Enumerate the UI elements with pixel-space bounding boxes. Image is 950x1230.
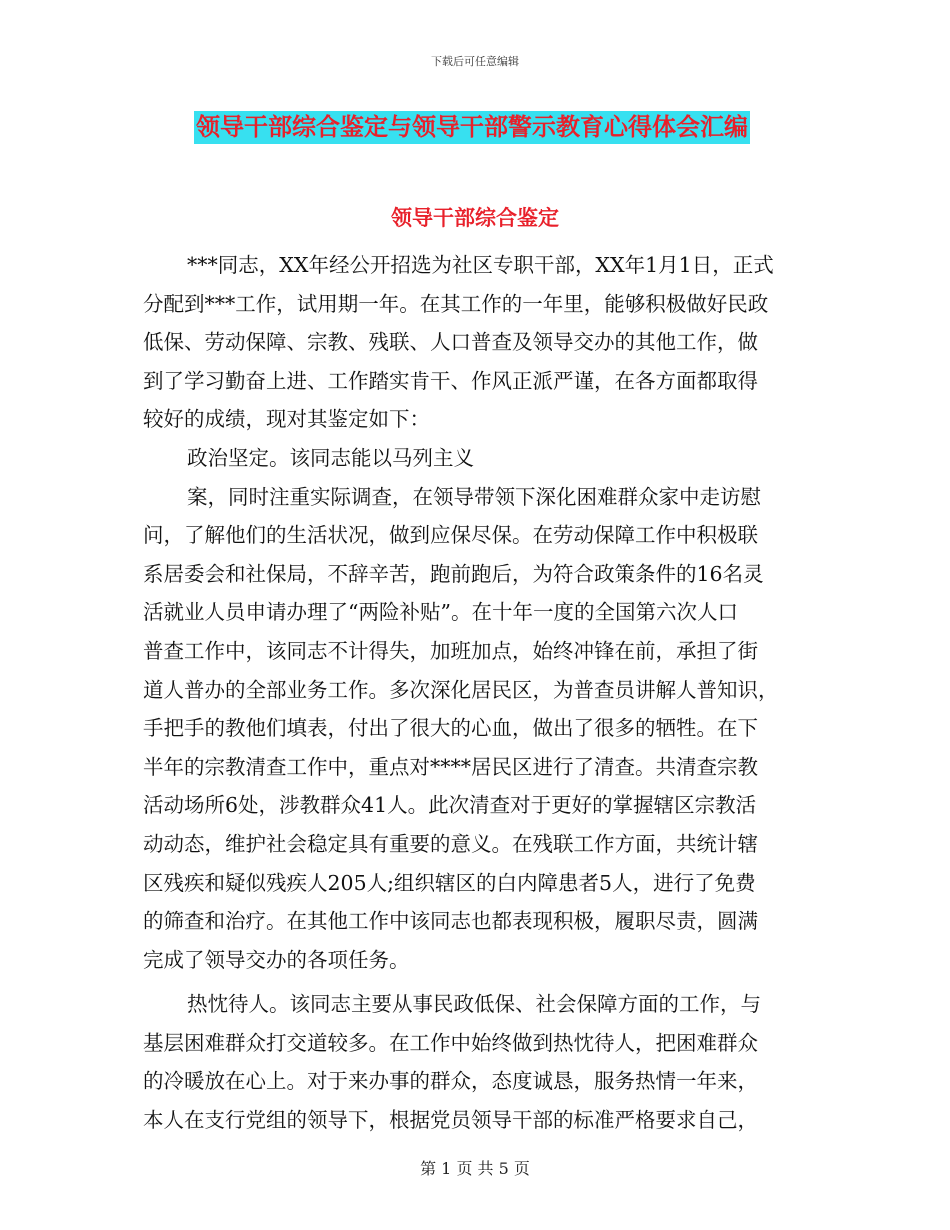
- body-line: 的筛查和治疗。在其他工作中该同志也都表现积极，履职尽责，圆满: [143, 909, 758, 934]
- body-line: 低保、劳动保障、宗教、残联、人口普查及领导交办的其他工作，做: [143, 330, 758, 355]
- body-line: 系居委会和社保局，不辞辛苦，跑前跑后，为符合政策条件的16名灵: [143, 561, 764, 586]
- body-line: 道人普办的全部业务工作。多次深化居民区，为普查员讲解人普知识，: [143, 677, 779, 702]
- body-line: 普查工作中，该同志不计得失，加班加点，始终冲锋在前，承担了街: [143, 638, 758, 663]
- body-line: 活就业人员申请办理了“两险补贴”。在十年一度的全国第六次人口: [143, 600, 738, 625]
- body-line: 的冷暖放在心上。对于来办事的群众，态度诚恳，服务热情一年来，: [143, 1069, 758, 1094]
- body-line: 热忱待人。该同志主要从事民政低保、社会保障方面的工作，与: [187, 992, 761, 1017]
- document-body: [143, 246, 811, 1140]
- body-line: ***同志，XX年经公开招选为社区专职干部，XX年1月1日，正式: [187, 253, 774, 277]
- body-line: 手把手的教他们填表，付出了很大的心血，做出了很多的牺牲。在下: [143, 716, 758, 741]
- body-line: 动动态，维护社会稳定具有重要的意义。在残联工作方面，共统计辖: [143, 831, 758, 856]
- page-footer: 第 1 页 共 5 页: [420, 1159, 530, 1178]
- body-line: 案，同时注重实际调查，在领导带领下深化困难群众家中走访慰: [187, 484, 761, 509]
- body-line: 政治坚定。该同志能以马列主义: [187, 445, 474, 470]
- body-line: 基层困难群众打交道较多。在工作中始终做到热忱待人，把困难群众: [143, 1030, 758, 1055]
- section-title: 领导干部综合鉴定: [391, 206, 559, 230]
- body-line: 完成了领导交办的各项任务。: [143, 947, 410, 972]
- body-line: 区残疾和疑似残疾人205人;组织辖区的白内障患者5人，进行了免费: [143, 870, 756, 895]
- body-line: 活动场所6处，涉教群众41人。此次清查对于更好的掌握辖区宗教活: [143, 793, 757, 818]
- body-line: 半年的宗教清查工作中，重点对****居民区进行了清查。共清查宗教: [143, 754, 758, 779]
- body-line: 较好的成绩，现对其鉴定如下：: [143, 407, 430, 432]
- document-main-title: 领导干部综合鉴定与领导干部警示教育心得体会汇编: [194, 111, 750, 144]
- body-line: 到了学习勤奋上进、工作踏实肯干、作风正派严谨，在各方面都取得: [143, 368, 758, 393]
- header-note: 下载后可任意编辑: [431, 55, 519, 68]
- body-line: 分配到***工作，试用期一年。在其工作的一年里，能够积极做好民政: [143, 291, 769, 316]
- body-line: 本人在支行党组的领导下，根据党员领导干部的标准严格要求自己，: [143, 1108, 758, 1133]
- body-line: 问，了解他们的生活状况，做到应保尽保。在劳动保障工作中积极联: [143, 523, 758, 548]
